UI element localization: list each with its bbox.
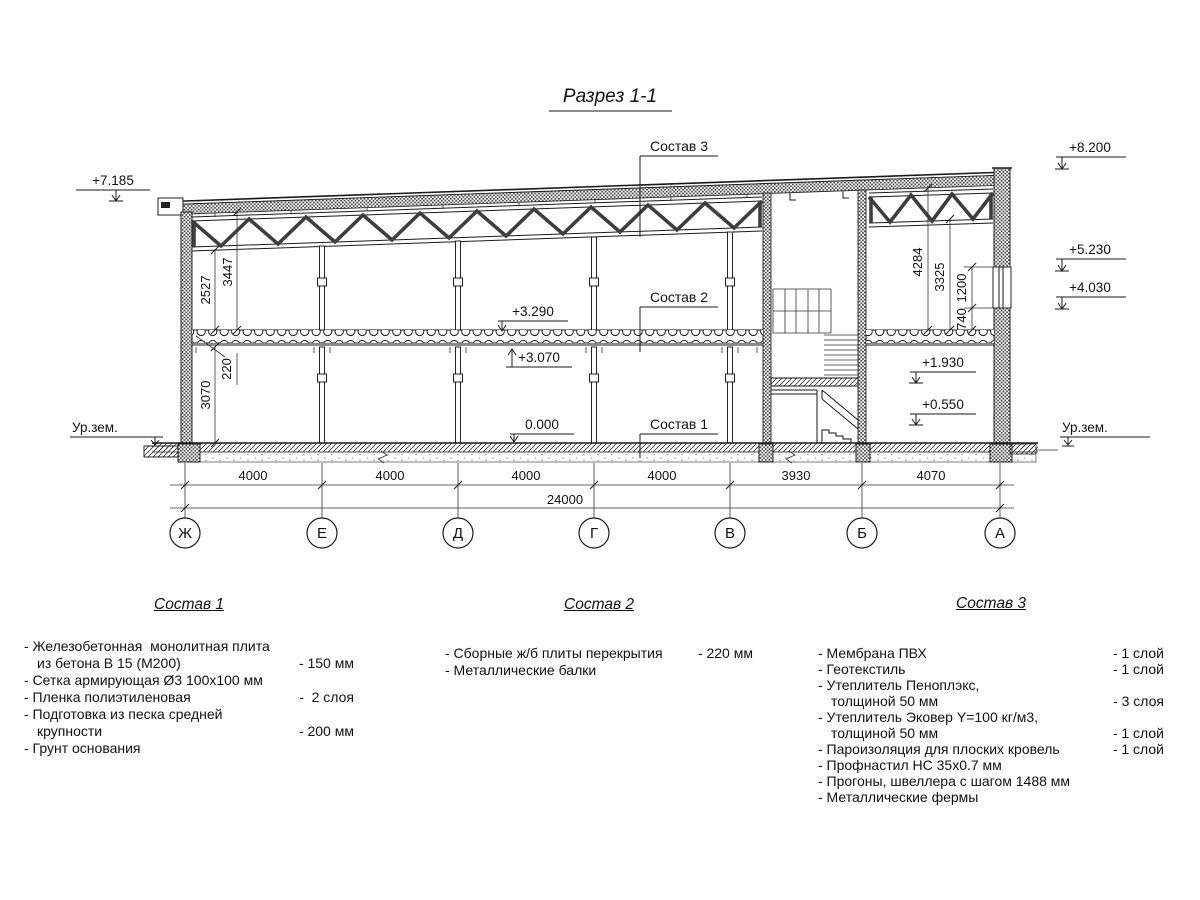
- elevation-stair-landing-text: +1.930: [922, 355, 964, 370]
- stair-flight-upper: [824, 335, 859, 375]
- axis-g: Г: [589, 525, 599, 542]
- elevation-right-window-text: +4.030: [1069, 280, 1111, 295]
- drawing-title: [549, 86, 672, 111]
- elevation-zero-text: 0.000: [525, 417, 559, 432]
- drawing-title-text: Разрез 1-1: [562, 86, 658, 107]
- elevation-slab-bottom-text: +3.070: [518, 350, 560, 365]
- dimension-chain: [170, 463, 1014, 518]
- ground-level-label-right: [1060, 420, 1150, 446]
- dim-3325: 3325: [932, 262, 947, 292]
- legend-line: - Железобетонная монолитная плита: [24, 638, 270, 654]
- callout-sostav2-text: Состав 2: [649, 289, 709, 305]
- legend-line: толщиной 50 мм - 1 слой: [831, 725, 1164, 741]
- legend-line: крупности - 200 мм: [37, 723, 354, 739]
- legend-sostav1: [24, 596, 354, 757]
- legend-line: - Металлические балки: [445, 662, 597, 678]
- axis-b: Б: [857, 525, 867, 542]
- dim-220: 220: [219, 358, 234, 380]
- ground-floor-construction: [144, 443, 1058, 463]
- legend-line: из бетона В 15 (М200) - 150 мм: [37, 655, 354, 671]
- elevation-mark-slab-top: [498, 304, 568, 331]
- dim-bay-2: 4000: [375, 468, 405, 483]
- ground-level-label-left: [70, 420, 163, 446]
- elevation-mark-left-roof: [76, 173, 150, 201]
- legend-line: - Мембрана ПВХ - 1 слой: [818, 645, 1164, 661]
- entrance-stoop-left: [144, 446, 178, 457]
- elevation-mark-slab-bottom: [506, 349, 572, 367]
- axis-zh: Ж: [178, 525, 192, 542]
- legend-line: - Геотекстиль - 1 слой: [818, 661, 1164, 677]
- elevation-mark-right-truss: [1055, 242, 1126, 271]
- dim-bay-4: 4000: [647, 468, 677, 483]
- elevation-mark-stair-landing: [909, 355, 976, 383]
- axis-a: А: [994, 525, 1006, 542]
- apron-right: [1010, 444, 1036, 454]
- window-opening: [993, 267, 1011, 308]
- wall-axis-zh: [181, 212, 192, 443]
- dim-2527: 2527: [198, 275, 213, 305]
- dim-bay-3: 4000: [511, 468, 541, 483]
- stair-railing-upper: [773, 289, 831, 333]
- axis-e: Е: [316, 525, 328, 542]
- axis-letters: [178, 525, 1005, 542]
- dim-bay-6: 4070: [916, 468, 946, 483]
- elevation-slab-top-text: +3.290: [512, 304, 554, 319]
- legend-sostav1-title: Состав 1: [154, 596, 224, 613]
- stair-railing-lower: [822, 390, 858, 429]
- elevation-left-roof-text: +7.185: [92, 173, 134, 188]
- stair-shaft-wall-right: [858, 190, 866, 443]
- callout-sostav3-text: Состав 3: [649, 138, 709, 154]
- elevation-right-parapet-text: +8.200: [1069, 140, 1111, 155]
- elevation-stair-low-text: +0.550: [922, 397, 964, 412]
- elevation-mark-stair-low: [909, 397, 976, 425]
- legend-line: - Металлические фермы: [818, 789, 979, 805]
- legend-line: - Подготовка из песка средней: [24, 706, 223, 722]
- legend-line: - Сетка армирующая Ø3 100х100 мм: [24, 672, 263, 688]
- steel-truss-right: [869, 189, 993, 227]
- legend-line: - Пароизоляция для плоских кровель - 1 слой: [818, 741, 1164, 757]
- dim-bay-1: 4000: [238, 468, 268, 483]
- dim-bay-5: 3930: [781, 468, 811, 483]
- dim-3070: 3070: [198, 380, 213, 410]
- elevation-right-truss-text: +5.230: [1069, 242, 1111, 257]
- legend-sostav2: [445, 596, 753, 679]
- dim-4284: 4284: [910, 247, 925, 277]
- legend-sostav3: [818, 596, 1164, 805]
- callout-sostav1-text: Состав 1: [649, 416, 709, 432]
- axis-d: Д: [452, 525, 464, 542]
- legend-line: - Прогоны, швеллера с шагом 1488 мм: [818, 773, 1071, 789]
- legend-line: толщиной 50 мм - 3 слоя: [831, 693, 1164, 709]
- ground-right-text: Ур.зем.: [1062, 420, 1108, 435]
- legend-line: - Сборные ж/б плиты перекрытия - 220 мм: [445, 645, 753, 661]
- stair-landing: [771, 378, 858, 386]
- dim-total: 24000: [546, 492, 584, 507]
- axis-v: В: [724, 525, 736, 542]
- legend-line: - Профнастил НС 35х0.7 мм: [818, 757, 1002, 773]
- ground-left-text: Ур.зем.: [72, 420, 118, 435]
- dim-3447: 3447: [220, 257, 235, 287]
- stair-steps-lower: [822, 430, 858, 443]
- legend-line: - Грунт основания: [24, 740, 141, 756]
- wall-axis-a: [992, 168, 1012, 443]
- elevation-mark-right-parapet: [1055, 140, 1126, 169]
- legend-line: - Утеплитель Эковер Y=100 кг/м3,: [818, 709, 1039, 725]
- legend-sostav2-title: Состав 2: [564, 596, 634, 613]
- legend-line: - Утеплитель Пеноплэкс,: [818, 677, 980, 693]
- legend-sostav3-title: Состав 3: [956, 595, 1026, 612]
- stair-shaft-wall-left: [763, 193, 771, 443]
- staircase: [771, 289, 859, 443]
- legend-line: - Пленка полиэтиленовая - 2 слоя: [24, 689, 354, 705]
- dim-1200: 1200: [954, 273, 969, 303]
- elevation-mark-right-window: [1055, 280, 1126, 309]
- dim-740: 740: [954, 308, 969, 330]
- elevation-mark-zero: [510, 417, 574, 442]
